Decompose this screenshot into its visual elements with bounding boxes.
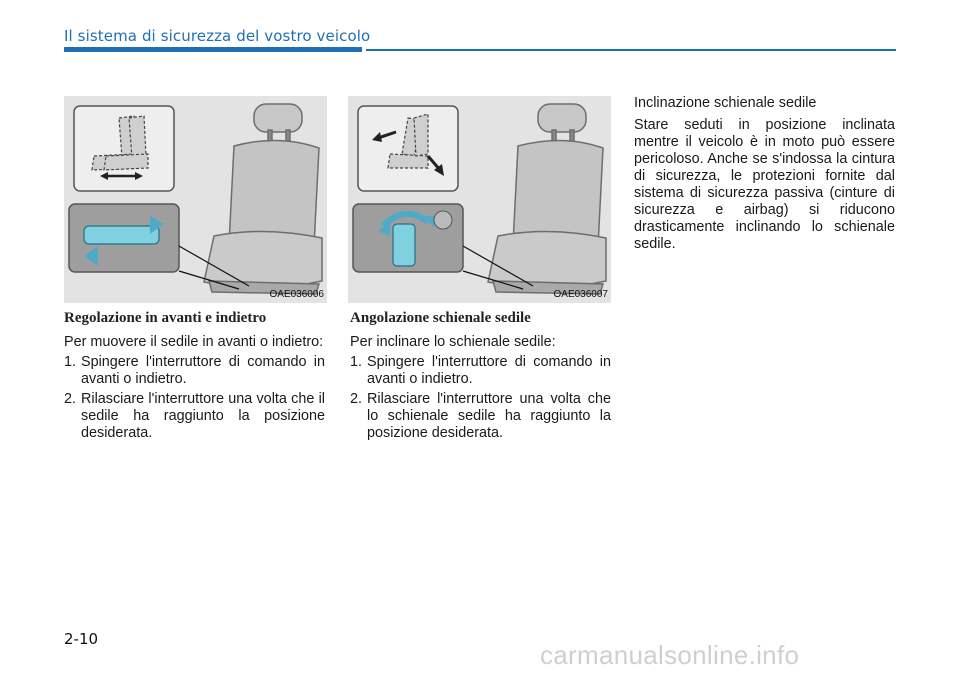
figure-code: OAE036006	[269, 289, 324, 300]
step-number: 1.	[64, 354, 77, 370]
step-number: 2.	[64, 391, 77, 407]
right-column	[634, 95, 895, 256]
step-text: Rilasciare l'interruttore una volta che lo schienale sedile ha raggiunto la posizione desiderata.	[367, 391, 611, 441]
step-item	[350, 391, 611, 442]
step-number: 1.	[350, 354, 363, 370]
step-item	[64, 391, 325, 442]
intro-text: Per inclinare lo schienale sedile:	[350, 334, 556, 350]
step-text: Spingere l'interruttore di comando in avanti o indietro.	[367, 354, 611, 387]
section-heading-fore-aft: Regolazione in avanti e indietro	[64, 310, 267, 326]
step-number: 2.	[350, 391, 363, 407]
left-column	[64, 310, 325, 445]
intro-text: Per muovere il sedile in avanti o indietro:	[64, 334, 324, 350]
car-seat-illustration	[204, 104, 322, 294]
watermark: carmanualsonline.info	[540, 640, 800, 670]
header-rule-thick	[64, 47, 362, 52]
section-header-title: Il sistema di sicurezza del vostro veicolo	[64, 27, 371, 45]
step-text: Spingere l'interruttore di comando in avanti o indietro.	[81, 354, 325, 387]
section-heading-recline-warning: Inclinazione schienale sedile	[634, 95, 817, 111]
step-text: Rilasciare l'interruttore una volta che il sedile ha raggiunto la posizione desiderata.	[81, 391, 325, 441]
page-number: 2-10	[64, 630, 99, 648]
seat-illustration-recline	[348, 96, 611, 303]
step-item	[64, 354, 325, 388]
car-seat-illustration	[488, 104, 606, 294]
seat-illustration-fore-aft	[64, 96, 327, 303]
header-rule-thin	[366, 49, 896, 51]
seat-forward-backward-figure	[64, 96, 327, 303]
figure-code: OAE036007	[553, 289, 608, 300]
section-heading-seatback-angle: Angolazione schienale sedile	[350, 310, 531, 326]
warning-body-text: Stare seduti in posizione inclinata mentre il veicolo è in moto può essere pericoloso. Anche se s'indossa la cintura di sicurezza, le protezioni fornite dal sistema di sicurezza passiva (cinture di sicurezza e airbag) si riducono drasticamente inclinando lo schienale sedile.	[634, 117, 895, 252]
step-item	[350, 354, 611, 388]
middle-column	[350, 310, 611, 445]
seatback-angle-figure	[348, 96, 611, 303]
